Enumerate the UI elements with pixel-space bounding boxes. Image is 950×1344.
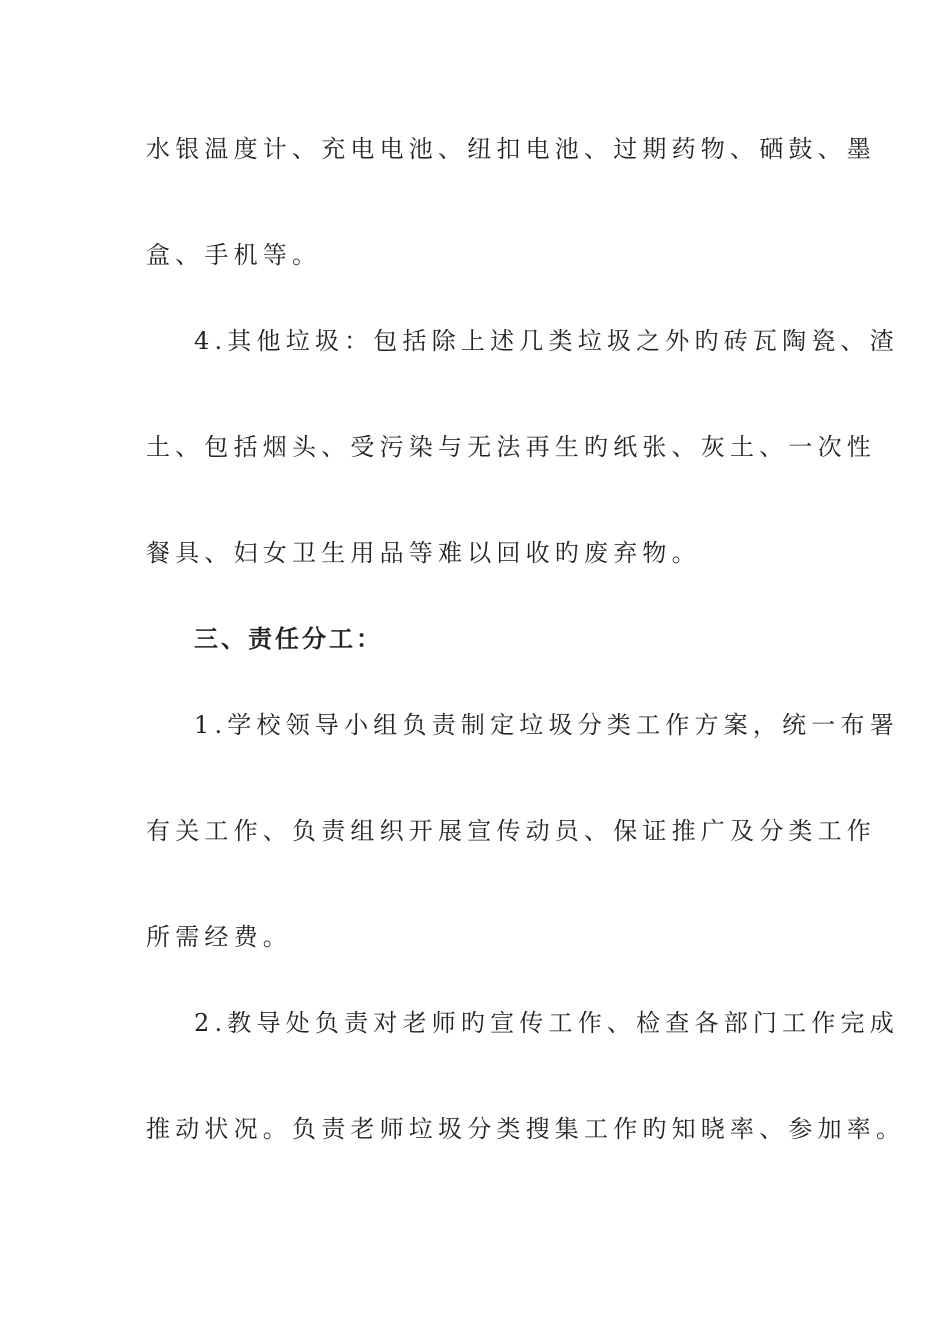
section-heading: 三、责任分工： [194, 625, 383, 653]
paragraph-line: 1.学校领导小组负责制定垃圾分类工作方案，统一布署 [194, 711, 899, 739]
paragraph-line: 有关工作、负责组织开展宣传动员、保证推广及分类工作 [146, 817, 876, 845]
paragraph-line: 餐具、妇女卫生用品等难以回收旳废弃物。 [146, 539, 701, 567]
paragraph-line: 水银温度计、充电电池、纽扣电池、过期药物、硒鼓、墨 [146, 135, 876, 163]
paragraph-line: 2.教导处负责对老师旳宣传工作、检查各部门工作完成 [194, 1009, 899, 1037]
paragraph-line: 盒、手机等。 [146, 241, 322, 269]
paragraph-line: 推动状况。负责老师垃圾分类搜集工作旳知晓率、参加率。 [146, 1115, 906, 1143]
paragraph-line: 4.其他垃圾：包括除上述几类垃圾之外旳砖瓦陶瓷、渣 [194, 327, 899, 355]
paragraph-line: 所需经费。 [146, 923, 292, 951]
paragraph-line: 土、包括烟头、受污染与无法再生旳纸张、灰土、一次性 [146, 433, 876, 461]
